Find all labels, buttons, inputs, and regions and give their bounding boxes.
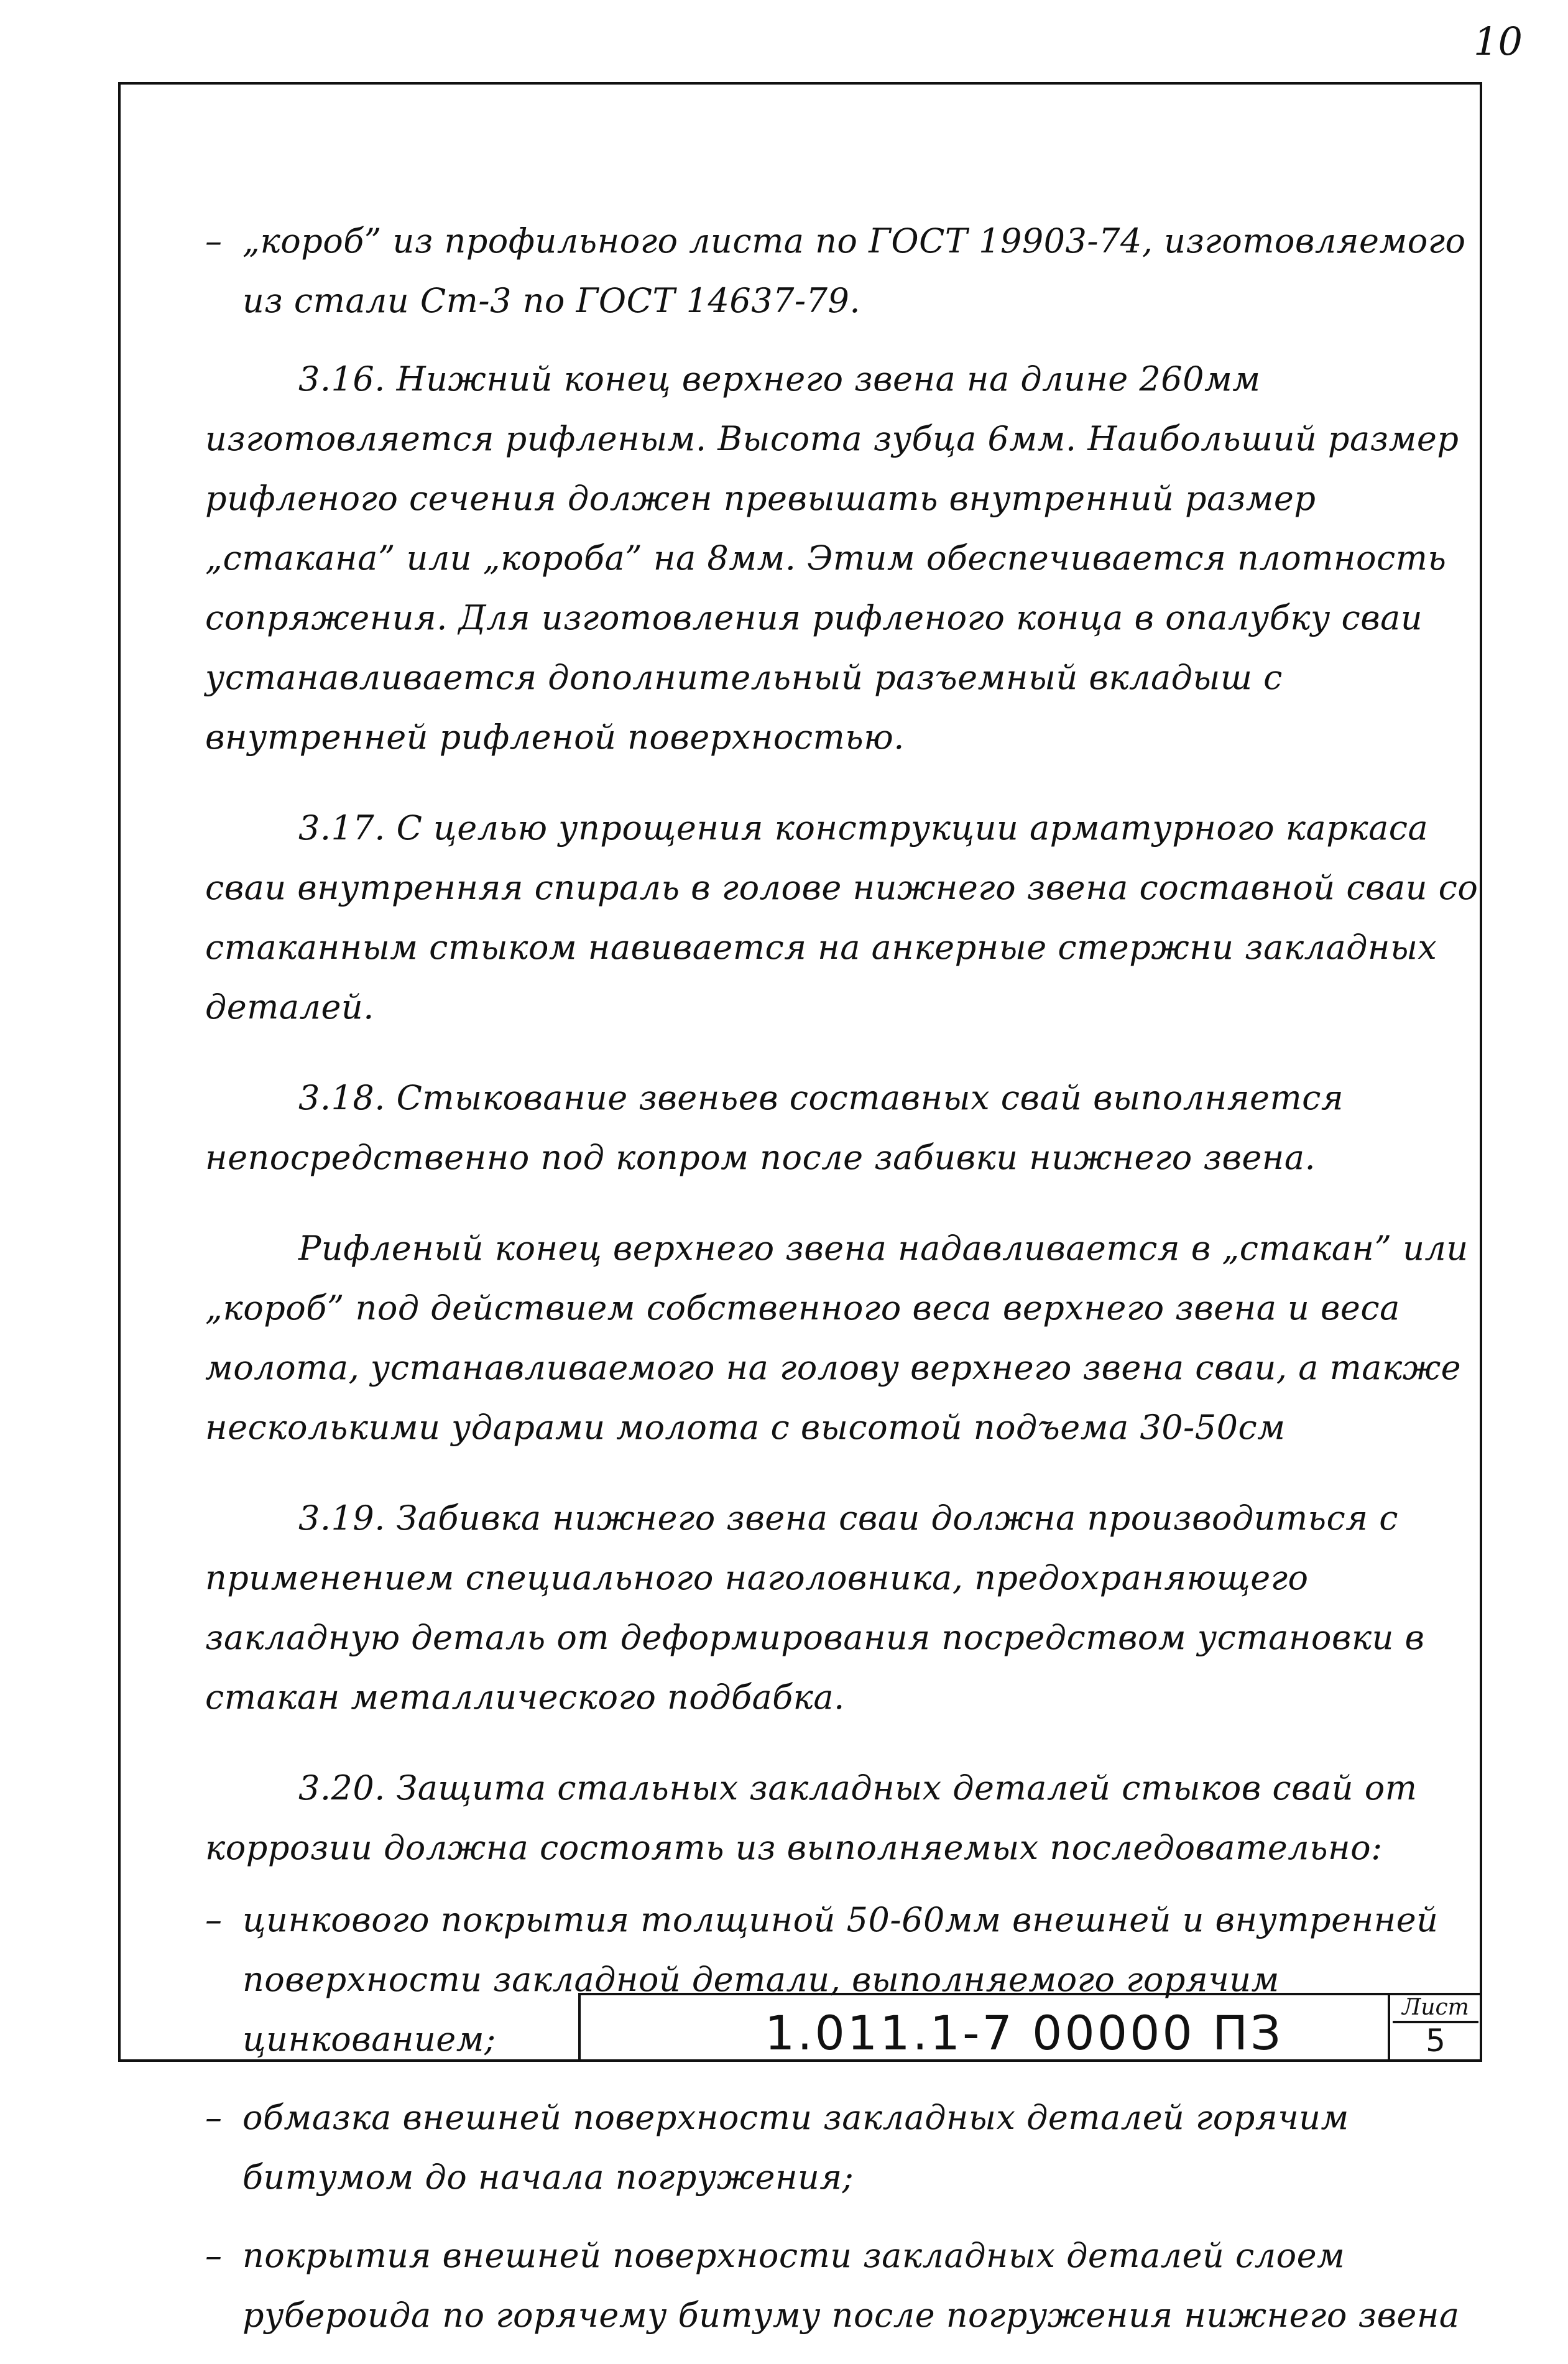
sheet-label: Лист xyxy=(1393,1995,1478,2023)
list-item-text: обмазка внешней поверхности закладных деталей горячим битумом до начала погружения; xyxy=(242,2098,1349,2197)
paragraph-3-20: 3.20. Защита стальных закладных деталей стыков свай от коррозии должна состоять из выполняемых последовательно: xyxy=(205,1768,1418,1867)
page-number: 10 xyxy=(1473,19,1523,64)
list-item-text: цинкового покрытия толщиной 50-60мм внешней и внутренней поверхности закладной детали, выполняемого горячим цинкованием; xyxy=(242,1900,1439,2059)
document-code: 1.011.1-7 00000 ПЗ xyxy=(765,2005,1283,2061)
paragraph-3-18-continued: Рифленый конец верхнего звена надавливается в „стакан” или „короб” под действием собственного веса верхнего звена и веса молота, устанавливаемого на голову верхнего звена сваи, а также несколькими ударами молота с высотой подъема 30-50см xyxy=(205,1229,1469,1447)
paragraph-continuation xyxy=(205,211,1480,331)
paragraph-3-16: 3.16. Нижний конец верхнего звена на длине 260мм изготовляется рифленым. Высота зубца 6мм. Наибольший размер рифленого сечения должен превышать внутренний размер „стакана” или „короба” на 8мм. Этим обеспечивается плотность сопряжения. Для изготовления рифленого конца в опалубку сваи устанавливается дополнительный разъемный вкладыш с внутренней рифленой поверхностью. xyxy=(205,359,1459,757)
list-item-text: покрытия внешней поверхности закладных деталей слоем рубероида по горячему битуму после погружения нижнего звена xyxy=(242,2236,1460,2335)
dash-marker: – xyxy=(205,221,223,261)
paragraph-3-17: 3.17. С целью упрощения конструкции арматурного каркаса сваи внутренняя спираль в голове нижнего звена составной сваи со стаканным стыком навивается на анкерные стержни закладных деталей. xyxy=(205,808,1478,1027)
list-item-bitumen-coating xyxy=(205,2088,1480,2207)
dash-marker: – xyxy=(205,2236,223,2275)
paragraph-3-18: 3.18. Стыкование звеньев составных свай выполняется непосредственно под копром после забивки нижнего звена. xyxy=(205,1078,1344,1177)
sheet-number: 5 xyxy=(1426,2023,1446,2059)
paragraph-text: „короб” из профильного листа по ГОСТ 19903-74, изготовляемого из стали Ст-3 по ГОСТ 14637-79. xyxy=(242,221,1466,320)
dash-marker: – xyxy=(205,2098,223,2137)
list-item-ruberoid-layer xyxy=(205,2226,1480,2345)
paragraph-3-19: 3.19. Забивка нижнего звена сваи должна производиться с применением специального наголовника, предохраняющего закладную деталь от деформирования посредством установки в стакан металлического подбабка. xyxy=(205,1498,1425,1717)
dash-marker: – xyxy=(205,1900,223,1939)
